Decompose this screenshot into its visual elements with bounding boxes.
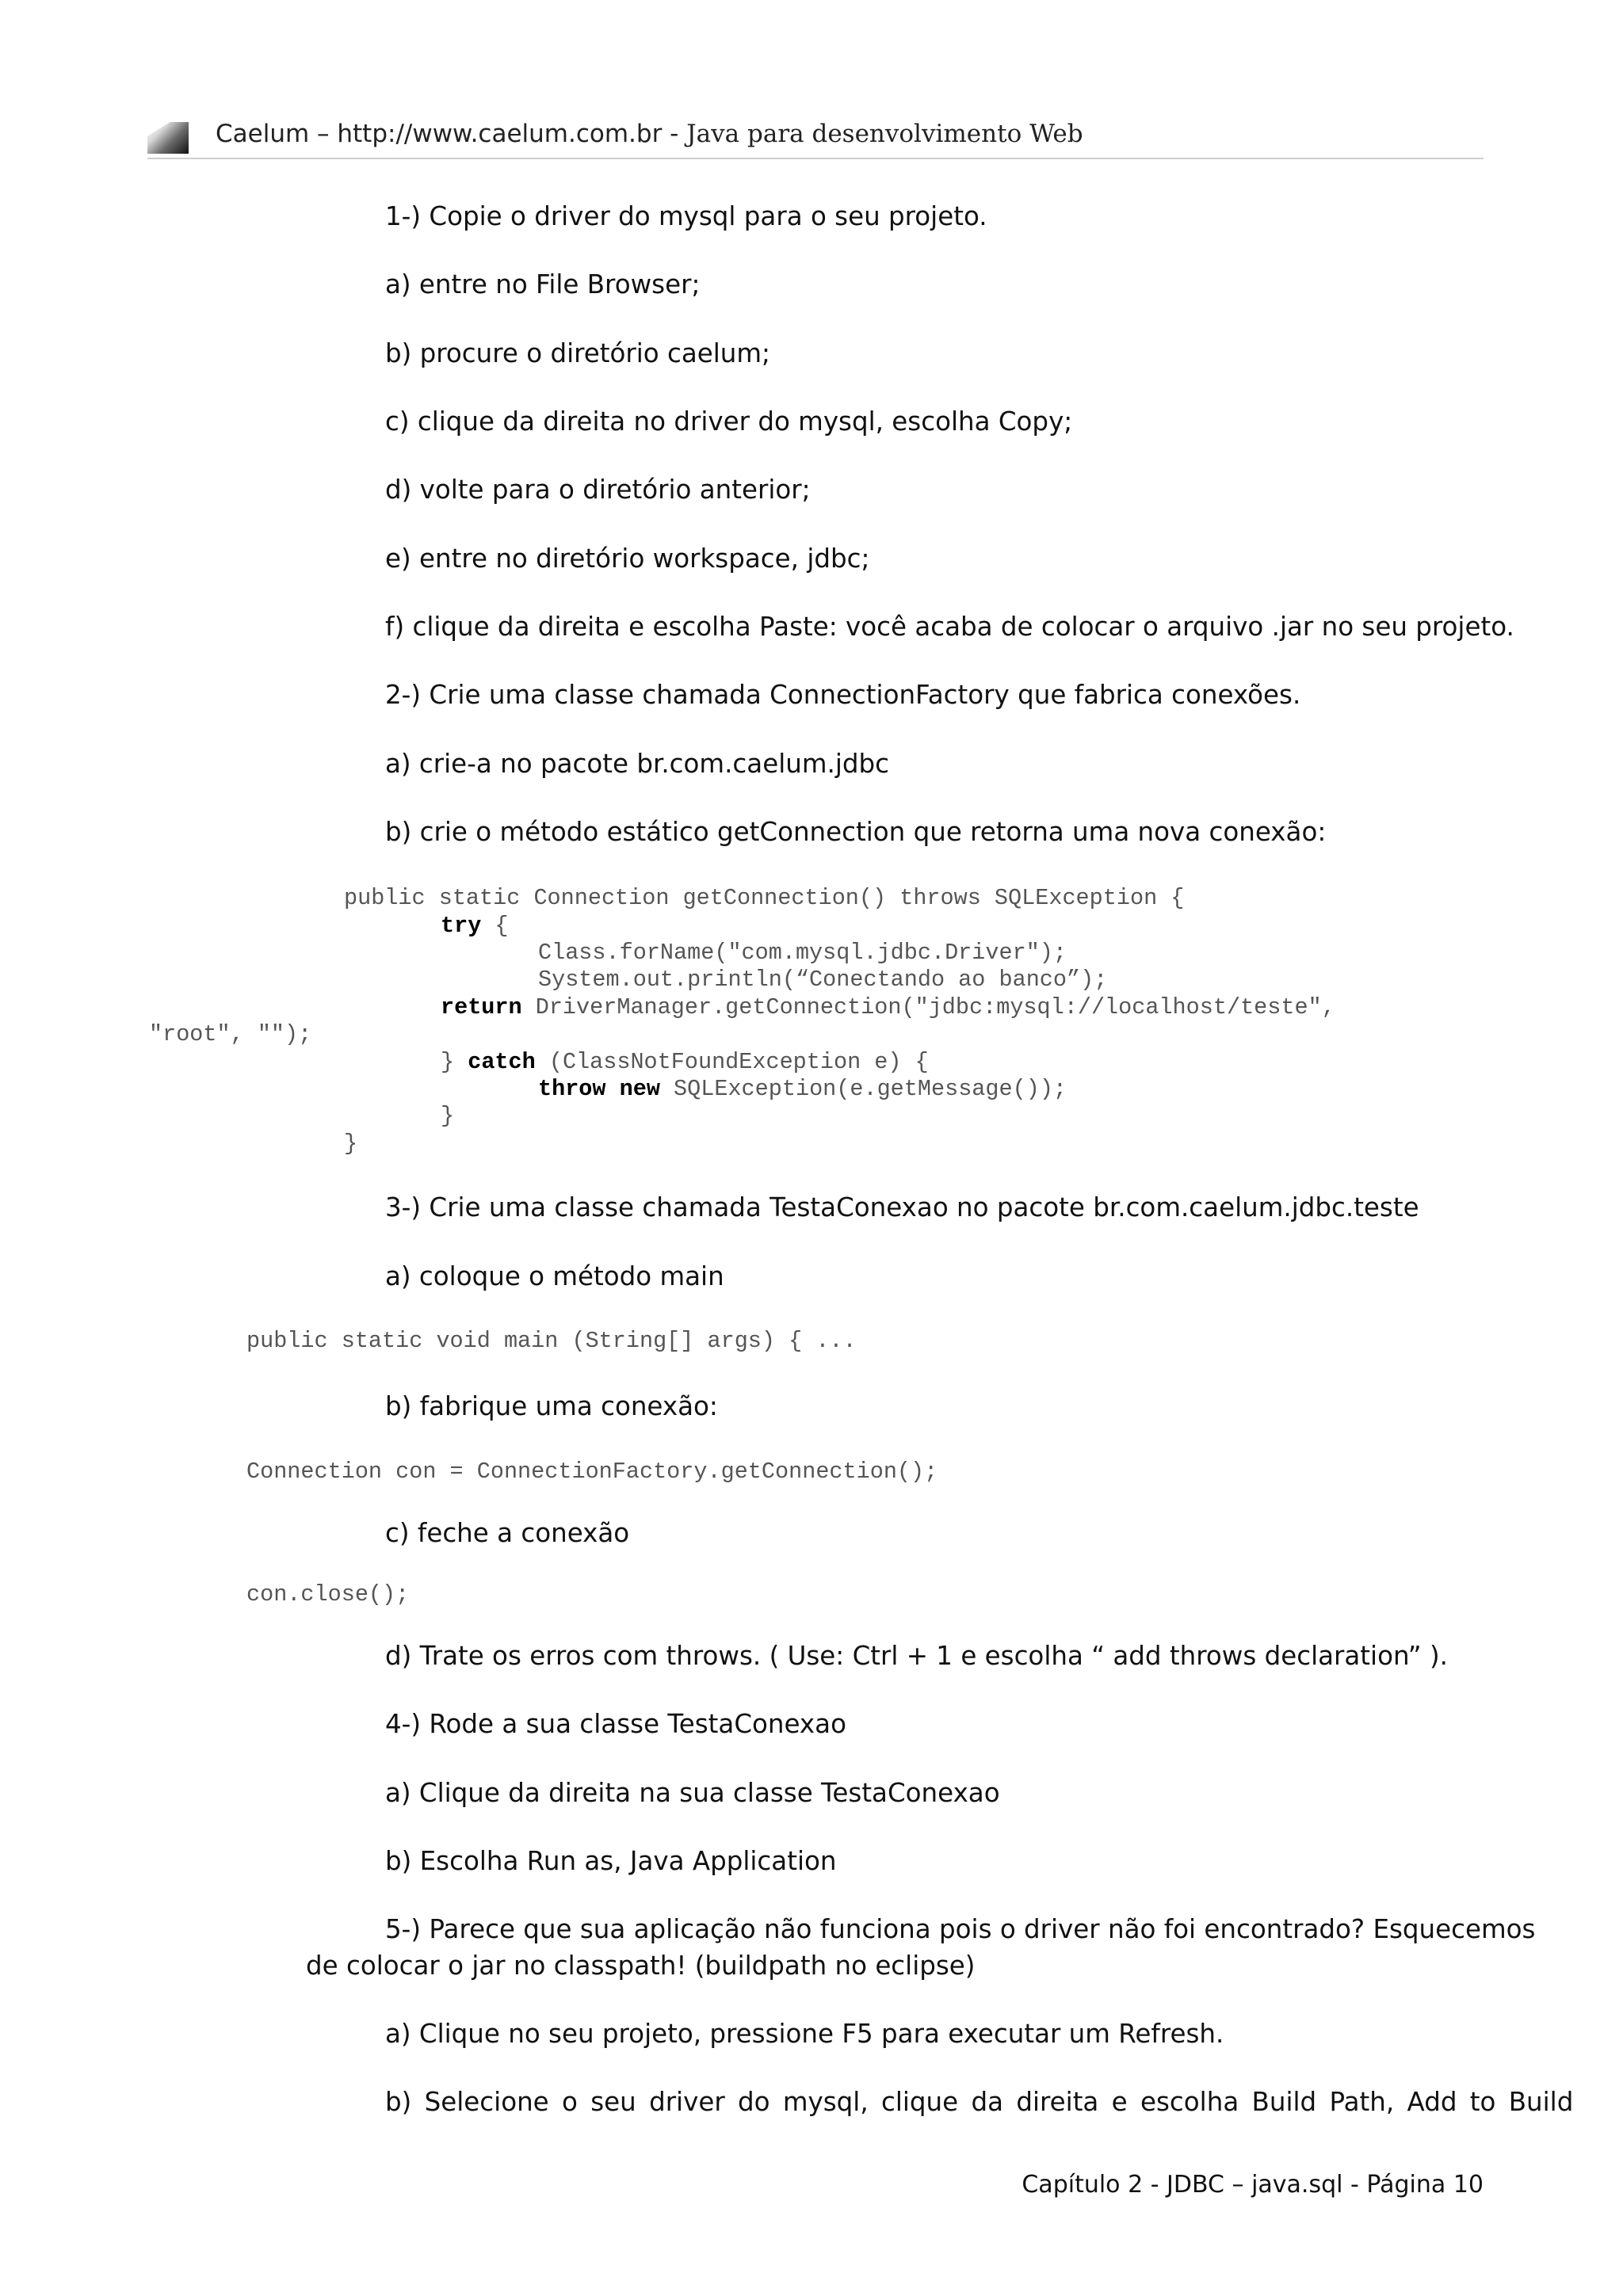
code-keyword: catch: [468, 1049, 536, 1075]
code-line-5: return DriverManager.getConnection("jdbc:mysql://localhost/teste",: [441, 994, 1335, 1020]
step-2: 2-) Crie uma classe chamada ConnectionFactory que fabrica conexões.: [385, 680, 1301, 710]
code-keyword: return: [441, 994, 522, 1020]
code-line-6: "root", "");: [149, 1021, 312, 1047]
step-4b: b) Escolha Run as, Java Application: [385, 1846, 837, 1876]
step-5-line1: 5-) Parece que sua aplicação não funciona pois o driver não foi encontrado? Esquecemos: [385, 1914, 1536, 1944]
step-4: 4-) Rode a sua classe TestaConexao: [385, 1709, 846, 1739]
step-2a: a) crie-a no pacote br.com.caelum.jdbc: [385, 749, 889, 779]
step-1a: a) entre no File Browser;: [385, 269, 701, 299]
step-3c: c) feche a conexão: [385, 1518, 630, 1548]
step-1: 1-) Copie o driver do mysql para o seu projeto.: [385, 201, 987, 231]
code-keyword: try: [441, 913, 482, 939]
step-1b: b) procure o diretório caelum;: [385, 338, 771, 368]
code-line-7: } catch (ClassNotFoundException e) {: [441, 1049, 929, 1075]
code-line-1: public static Connection getConnection() throws SQLException {: [344, 885, 1185, 911]
code-keyword: throw new: [538, 1076, 660, 1102]
code-main-signature: public static void main (String[] args) { ...: [246, 1328, 857, 1354]
step-3a: a) coloque o método main: [385, 1261, 724, 1291]
header-text: [216, 120, 1083, 148]
step-5b: b) Selecione o seu driver do mysql, clique da direita e escolha Build Path, Add to Build: [385, 2087, 1574, 2117]
step-5a: a) Clique no seu projeto, pressione F5 para executar um Refresh.: [385, 2019, 1224, 2049]
page-footer: Capítulo 2 - JDBC – java.sql - Página 10: [1022, 2171, 1484, 2199]
code-line-3: Class.forName("com.mysql.jdbc.Driver");: [538, 940, 1067, 966]
step-3d: d) Trate os erros com throws. ( Use: Ctrl + 1 e escolha “ add throws declaration” ).: [385, 1641, 1448, 1671]
step-5-line2: de colocar o jar no classpath! (buildpath no eclipse): [306, 1951, 976, 1981]
header-rule: [147, 158, 1484, 159]
step-1c: c) clique da direita no driver do mysql, escolha Copy;: [385, 406, 1073, 437]
step-1f: f) clique da direita e escolha Paste: você acaba de colocar o arquivo .jar no seu projeto.: [385, 612, 1514, 642]
step-1e: e) entre no diretório workspace, jdbc;: [385, 543, 870, 574]
code-connection-line: Connection con = ConnectionFactory.getConnection();: [246, 1459, 938, 1485]
step-2b: b) crie o método estático getConnection que retorna uma nova conexão:: [385, 817, 1327, 847]
step-4a: a) Clique da direita na sua classe TestaConexao: [385, 1778, 1000, 1808]
caelum-logo: [147, 122, 189, 154]
header-course: Java para desenvolvimento Web: [686, 120, 1083, 148]
code-line-8: throw new SQLException(e.getMessage());: [538, 1076, 1067, 1102]
code-line-4: System.out.println(“Conectando ao banco”);: [538, 967, 1108, 993]
code-line-9: }: [441, 1103, 455, 1129]
header-site: Caelum – http://www.caelum.com.br -: [216, 120, 679, 148]
step-1d: d) volte para o diretório anterior;: [385, 475, 811, 505]
step-3: 3-) Crie uma classe chamada TestaConexao no pacote br.com.caelum.jdbc.teste: [385, 1192, 1419, 1222]
code-line-10: }: [344, 1131, 358, 1157]
code-close-line: con.close();: [246, 1581, 410, 1608]
code-line-2: try {: [441, 913, 509, 939]
step-3b: b) fabrique uma conexão:: [385, 1391, 718, 1421]
